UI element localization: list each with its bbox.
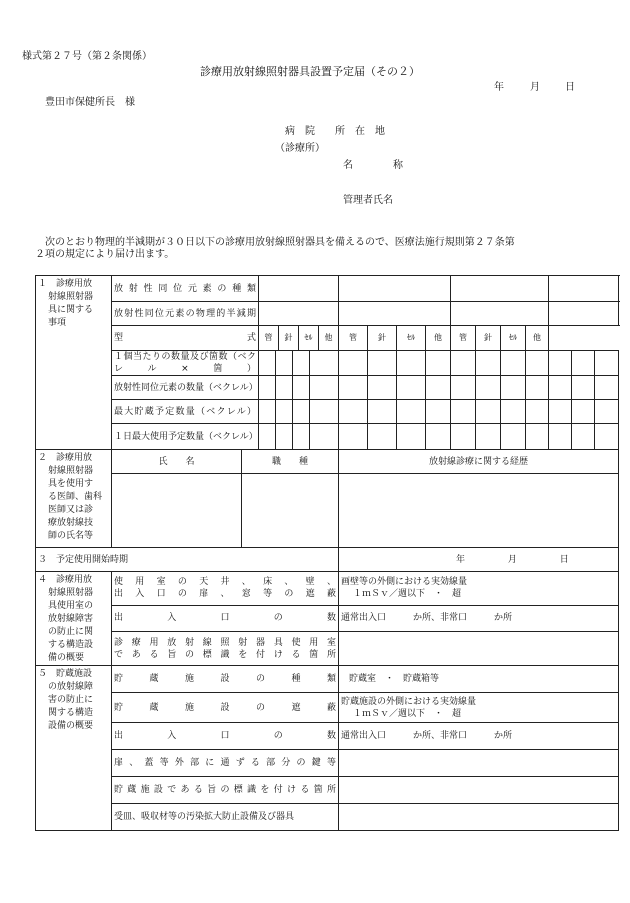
model-type-tube-3: 管 [451,326,476,351]
qty-cell[interactable] [572,351,595,376]
amount-cell[interactable] [476,376,501,400]
amount-cell[interactable] [310,376,339,400]
amount-cell[interactable] [426,376,451,400]
storage-cell[interactable] [339,400,368,424]
isotope-amount-label: 放射性同位元素の数量（ベクレル） [112,376,259,400]
section-5-heading: ５ 貯蔵施設 の放射線障 害の防止に 関する構造 設備の概要 [36,666,112,831]
date-day: 日 [565,82,575,93]
qty-cell[interactable] [339,351,368,376]
amount-cell[interactable] [501,376,526,400]
daily-cell[interactable] [549,424,572,450]
date-month: 月 [530,82,540,93]
daily-cell[interactable] [276,424,293,450]
half-life-cell-4[interactable] [549,302,619,326]
form-number: 様式第２７号（第２条関係） [22,51,152,62]
isotope-type-cell-3[interactable] [451,276,549,302]
amount-cell[interactable] [526,376,549,400]
storage-cell[interactable] [426,400,451,424]
qty-cell[interactable] [276,351,293,376]
daily-cell[interactable] [293,424,310,450]
storage-cell[interactable] [310,400,339,424]
hospital-location-label: 病 院 所 在 地 [285,126,385,137]
amount-cell[interactable] [451,376,476,400]
daily-cell[interactable] [501,424,526,450]
model-type-other-2: 他 [426,326,451,351]
storage-cell[interactable] [293,400,310,424]
intro-line-2: ２項の規定により届け出ます。 [35,249,175,260]
section-4-heading: ４ 診療用放 射線照射器 具使用室の 放射線障害 の防止に関 する構造設 備の概要 [36,572,112,666]
qty-cell[interactable] [501,351,526,376]
room-sign-location-value[interactable] [339,632,619,666]
room-shielding-label: 使用室の天井、床、壁、 出入口の扉、窓等の遮蔽 [112,572,339,606]
daily-cell[interactable] [476,424,501,450]
room-entrance-count-label: 出 入 口 の 数 [112,605,339,632]
qty-cell[interactable] [426,351,451,376]
storage-cell[interactable] [259,400,276,424]
intro-line-1: 次のとおり物理的半減期が３０日以下の診療用放射線照射器具を備えるので、医療法施行規則第２７条第 [45,237,515,248]
isotope-type-cell-2[interactable] [339,276,451,302]
isotope-type-cell-1[interactable] [259,276,339,302]
storage-cell[interactable] [526,400,549,424]
quantity-per-unit-label: １個当たりの数量及び箇数（ベクレル×箇） [112,351,259,376]
start-date-label: ３ 予定使用開始時期 [36,548,339,572]
half-life-cell-3[interactable] [451,302,549,326]
storage-cell[interactable] [501,400,526,424]
model-type-cell-3: ｾﾙ [501,326,526,351]
storage-type-value[interactable]: 貯蔵室 ・ 貯蔵箱等 [339,666,619,693]
model-type-tube-2: 管 [339,326,368,351]
staff-experience-cell[interactable] [339,474,619,548]
col-name-header: 氏 名 [112,450,242,474]
qty-cell[interactable] [526,351,549,376]
start-date-cell[interactable]: 年 月 日 [339,548,619,572]
addressee: 豊田市保健所長 様 [45,97,135,108]
storage-entrance-count-label: 出 入 口 の 数 [112,723,339,750]
storage-cell[interactable] [572,400,595,424]
qty-cell[interactable] [293,351,310,376]
model-type-cell-2: ｾﾙ [397,326,426,351]
form-title: 診療用放射線照射器具設置予定届（その２） [200,65,420,78]
qty-cell[interactable] [549,351,572,376]
storage-lock-label: 扉、蓋等外部に通ずる部分の鍵等 [112,750,339,777]
isotope-type-label: 放射性同位元素の種類 [112,276,259,302]
room-shielding-value[interactable]: 画壁等の外側における実効線量 １ｍＳｖ／週以下 ・ 超 [339,572,619,606]
storage-sign-value[interactable] [339,777,619,804]
room-sign-location-label: 診療用放射線照射器具使用室 である旨の標識を付ける箇所 [112,632,339,666]
room-entrance-count-value[interactable]: 通常出入口 か所、非常口 か所 [339,605,619,632]
date-year: 年 [494,82,504,93]
daily-cell[interactable] [397,424,426,450]
daily-cell[interactable] [310,424,339,450]
amount-cell[interactable] [259,376,276,400]
qty-cell[interactable] [397,351,426,376]
half-life-label: 放射性同位元素の物理的半減期 [112,302,259,326]
col-experience-header: 放射線診療に関する経歴 [339,450,619,474]
model-type-needle-2: 針 [368,326,397,351]
amount-cell[interactable] [595,376,619,400]
daily-cell[interactable] [426,424,451,450]
storage-shielding-label: 貯 蔵 施 設 の 遮 蔽 [112,693,339,723]
amount-cell[interactable] [549,376,572,400]
storage-cell[interactable] [549,400,572,424]
daily-cell[interactable] [259,424,276,450]
storage-entrance-count-value[interactable]: 通常出入口 か所、非常口 か所 [339,723,619,750]
staff-position-cell[interactable] [242,474,339,548]
model-type-other-3: 他 [526,326,549,351]
daily-cell[interactable] [526,424,549,450]
daily-max-use-label: １日最大使用予定数量（ベクレル） [112,424,259,450]
section-2-heading: ２ 診療用放 射線照射器 具を使用す る医師、歯科 医師又は診 療放射線技 師の氏名等 [36,450,112,548]
qty-cell[interactable] [310,351,339,376]
storage-shielding-value[interactable]: 貯蔵施設の外側における実効線量 １ｍＳｖ／週以下 ・ 超 [339,693,619,723]
daily-cell[interactable] [339,424,368,450]
report-form-table [35,275,619,831]
col-position-header: 職 種 [242,450,339,474]
qty-cell[interactable] [476,351,501,376]
staff-name-cell[interactable] [112,474,242,548]
daily-cell[interactable] [451,424,476,450]
daily-cell[interactable] [572,424,595,450]
amount-cell[interactable] [397,376,426,400]
amount-cell[interactable] [572,376,595,400]
half-life-cell-1[interactable] [259,302,339,326]
half-life-cell-2[interactable] [339,302,451,326]
contamination-prevention-label: 受皿、吸収材等の汚染拡大防止設備及び器具 [112,804,339,831]
section-1-heading: １ 診療用放 射線照射器 具に関する 事項 [36,276,112,450]
facility-name-label: 名 称 [343,160,403,171]
contamination-prevention-value[interactable] [339,804,619,831]
manager-name-label: 管理者氏名 [343,195,393,206]
storage-cell[interactable] [368,400,397,424]
daily-cell[interactable] [368,424,397,450]
storage-cell[interactable] [397,400,426,424]
qty-cell[interactable] [259,351,276,376]
amount-cell[interactable] [339,376,368,400]
storage-sign-label: 貯蔵施設である旨の標識を付ける箇所 [112,777,339,804]
storage-type-label: 貯 蔵 施 設 の 種 類 [112,666,339,693]
storage-cell[interactable] [595,400,619,424]
daily-cell[interactable] [595,424,619,450]
qty-cell[interactable] [368,351,397,376]
amount-cell[interactable] [293,376,310,400]
qty-cell[interactable] [595,351,619,376]
storage-cell[interactable] [276,400,293,424]
storage-lock-value[interactable] [339,750,619,777]
storage-cell[interactable] [476,400,501,424]
model-type-needle-3: 針 [476,326,501,351]
isotope-type-cell-4[interactable] [549,276,619,302]
max-storage-label: 最大貯蔵予定数量（ベクレル） [112,400,259,424]
amount-cell[interactable] [368,376,397,400]
model-label: 型 式 [112,326,259,351]
qty-cell[interactable] [451,351,476,376]
amount-cell[interactable] [276,376,293,400]
storage-cell[interactable] [451,400,476,424]
clinic-label: （診療所） [275,143,325,154]
model-type-group-1: 管 針 ｾﾙ 他 [259,326,339,351]
